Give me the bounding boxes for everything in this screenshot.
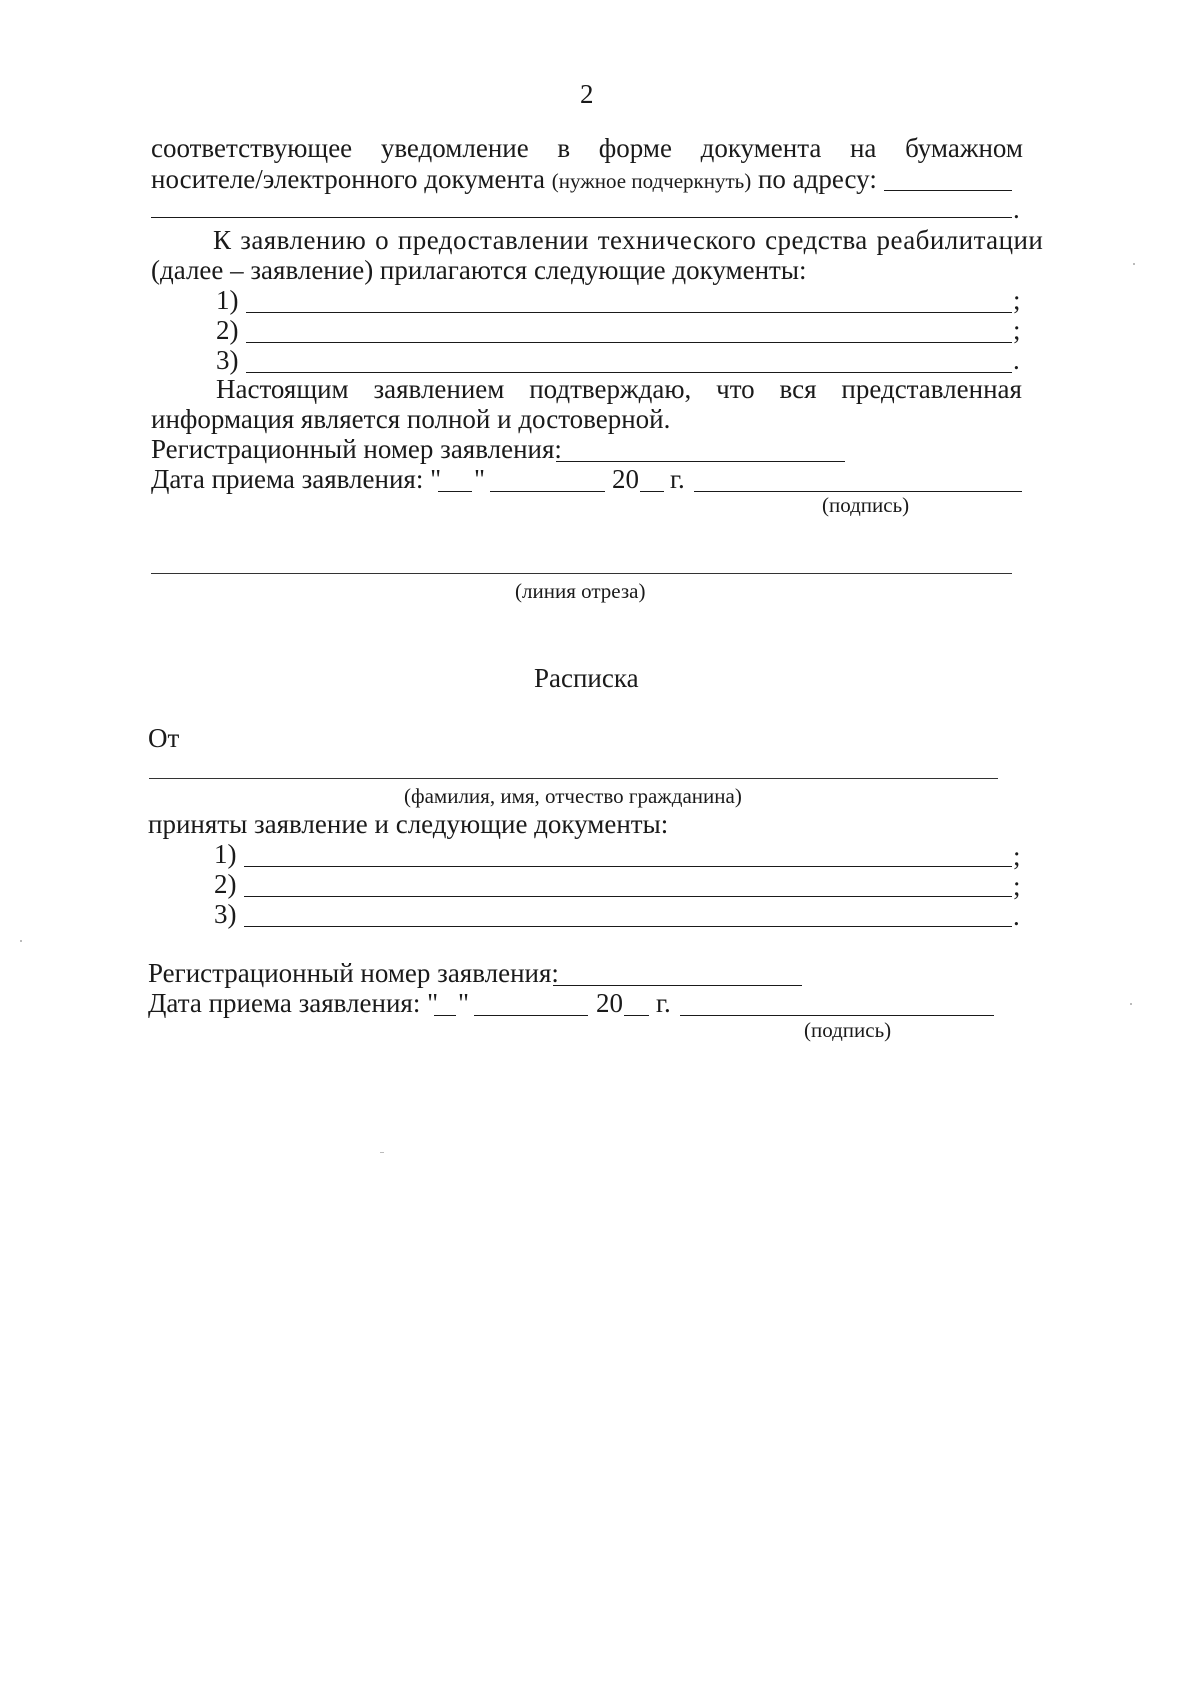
receipt-signature-caption: (подпись) <box>804 1018 892 1042</box>
attachment-field-1[interactable] <box>246 312 1012 313</box>
confirm-word: вся <box>779 374 817 404</box>
address-field-2[interactable] <box>151 217 1012 218</box>
scan-speck <box>1133 263 1135 265</box>
notice-word: документа <box>700 133 822 163</box>
cut-line <box>151 573 1012 574</box>
reg-number-label: Регистрационный номер заявления: <box>151 434 562 464</box>
receipt-date-year-field[interactable] <box>624 1015 649 1016</box>
address-end-period: . <box>1013 194 1020 224</box>
date-year-field[interactable] <box>640 491 664 492</box>
reg-number-field[interactable] <box>556 461 845 462</box>
citizen-name-caption: (фамилия, имя, отчество гражданина) <box>404 784 742 808</box>
attachment-field-2[interactable] <box>246 342 1012 343</box>
list-item-end: . <box>1013 901 1020 931</box>
scan-speck <box>20 940 22 942</box>
list-item-number: 1) <box>214 839 237 869</box>
page-number: 2 <box>580 79 594 109</box>
citizen-name-field[interactable] <box>149 778 998 779</box>
attachments-line-1: К заявлению о предоставлении технического средства реабилитации <box>213 225 1044 255</box>
notice-line-2 <box>151 163 877 195</box>
list-item-number: 3) <box>216 345 239 375</box>
notice-hint: (нужное подчеркнуть) <box>551 169 752 193</box>
accepted-text: приняты заявление и следующие документы: <box>148 809 669 839</box>
notice-word: в <box>557 133 571 163</box>
receipt-date-month-field[interactable] <box>474 1015 588 1016</box>
date-label: Дата приема заявления: " <box>151 464 442 494</box>
list-item-end: ; <box>1013 285 1021 315</box>
confirm-word: подтверждаю, <box>529 374 692 404</box>
notice-word: соответствующее <box>151 133 353 163</box>
receipt-date-label: Дата приема заявления: " <box>148 988 439 1018</box>
confirm-word: Настоящим <box>216 374 349 404</box>
receipt-date-year-suffix: г. <box>656 988 671 1018</box>
list-item-number: 2) <box>214 869 237 899</box>
receipt-document-field-3[interactable] <box>244 926 1012 927</box>
list-item-number: 1) <box>216 285 239 315</box>
list-item-number: 3) <box>214 899 237 929</box>
confirm-word: заявлением <box>373 374 505 404</box>
list-item-end: ; <box>1013 871 1021 901</box>
notice-word: на <box>849 133 877 163</box>
scan-speck <box>1130 1003 1132 1005</box>
list-item-end: ; <box>1013 315 1021 345</box>
receipt-date-quote-close: " <box>458 988 470 1018</box>
notice-word: форме <box>598 133 672 163</box>
cut-line-caption: (линия отреза) <box>515 579 646 603</box>
receipt-reg-number-label: Регистрационный номер заявления: <box>148 958 559 988</box>
date-year-suffix: г. <box>670 464 685 494</box>
list-item-end: . <box>1013 345 1020 375</box>
confirm-word: что <box>716 374 755 404</box>
list-item-number: 2) <box>216 315 239 345</box>
confirm-word: представленная <box>841 374 1022 404</box>
from-label: От <box>148 723 180 753</box>
notice-line-2-end: по адресу: <box>757 164 877 194</box>
notice-line-2-start: носителе/электронного документа <box>151 164 546 194</box>
notice-word: уведомление <box>380 133 529 163</box>
address-field-1[interactable] <box>884 190 1012 191</box>
list-item-end: ; <box>1013 841 1021 871</box>
receipt-date-day-field[interactable] <box>434 1015 456 1016</box>
date-year-prefix: 20 <box>612 464 639 494</box>
date-day-field[interactable] <box>438 491 472 492</box>
notice-word: бумажном <box>905 133 1023 163</box>
receipt-title: Расписка <box>534 663 639 693</box>
confirm-line-2: информация является полной и достоверной. <box>151 404 671 434</box>
signature-caption: (подпись) <box>822 493 910 517</box>
receipt-signature-field[interactable] <box>680 1015 994 1016</box>
receipt-document-field-2[interactable] <box>244 896 1012 897</box>
scan-speck <box>380 1152 384 1153</box>
receipt-document-field-1[interactable] <box>244 866 1012 867</box>
receipt-date-year-prefix: 20 <box>596 988 623 1018</box>
notice-line-1 <box>151 132 1023 164</box>
receipt-reg-number-field[interactable] <box>553 985 802 986</box>
attachments-line-2: (далее – заявление) прилагаются следующие документы: <box>151 255 807 285</box>
date-quote-close: " <box>474 464 486 494</box>
date-month-field[interactable] <box>490 491 605 492</box>
confirm-line-1 <box>216 373 1022 405</box>
